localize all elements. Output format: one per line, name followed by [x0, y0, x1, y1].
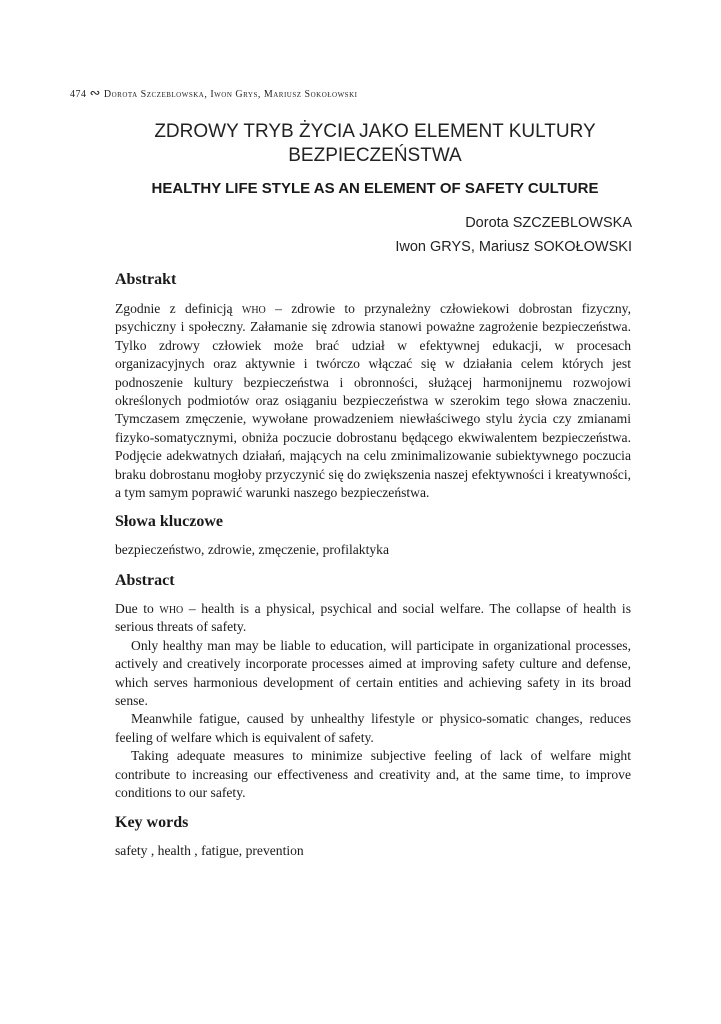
key-words-heading: Key words	[115, 814, 189, 831]
abstract-paragraph-3: Meanwhile fatigue, caused by unhealthy lifestyle or physico-somatic changes, reduces feeling of welfare which is equivalent of safety.	[115, 711, 631, 745]
author-line-1: Dorota SZCZEBLOWSKA	[465, 215, 632, 231]
abstrakt-text: – zdrowie to przynależny człowiekowi dobrostan fizyczny, psychiczny i społeczny. Załamanie się zdrowia stanowi poważne zagrożenie bezpieczeństwa. Tylko zdrowy człowiek może brać udział w efektywnej edukacji, w procesach organizacyjnych oraz aktywnie i twórczo włączać się w działania celem których jest podnoszenie kultury bezpieczeństwa i obronności, służącej harmonijnemu rozwojowi określonych podmiotów oraz osiąganiu bezpieczeństwa w szerokim tego słowa znaczeniu. Tymczasem zmęczenie, wywołane prowadzeniem niewłaściwego stylu życia czy zmianami fizyko-somatycznymi, obniża poczucie dobrostanu będącego ekwiwalentem bezpieczeństwa. Podjęcie adekwatnych działań, mających na celu zminimalizowanie subiektywnego poczucia braku dobrostanu mogłoby przyczynić się do zwiększenia naszej efektywności i kreatywności, a tym samym poprawić warunki naszego bezpieczeństwa.	[115, 301, 631, 501]
running-head	[70, 85, 357, 101]
authors-block	[395, 211, 632, 259]
title-polish	[115, 120, 635, 168]
key-words-text: safety , health , fatigue, prevention	[115, 843, 304, 858]
running-head-authors: Dorota Szczeblowska, Iwon Grys, Mariusz Sokołowski	[103, 89, 358, 100]
abstract-heading: Abstract	[115, 572, 175, 589]
swash-ornament-icon: ∾	[89, 85, 101, 100]
abstract-intro: Due to	[115, 601, 160, 616]
slowa-kluczowe-text: bezpieczeństwo, zdrowie, zmęczenie, profilaktyka	[115, 542, 390, 557]
abstrakt-who: who	[241, 301, 266, 316]
slowa-kluczowe-heading: Słowa kluczowe	[115, 513, 223, 530]
abstract-paragraph-2: Only healthy man may be liable to education, will participate in organizational processes, actively and creatively incorporate processes aimed at improving safety culture and defense, which serves harmonious development of certain entities and achieving safety in its broad sense.	[115, 637, 631, 709]
abstract-who: who	[159, 601, 184, 616]
abstract-body	[115, 600, 631, 802]
title-polish-line-1: ZDROWY TRYB ŻYCIA JAKO ELEMENT KULTURY	[154, 121, 596, 142]
abstract-paragraph-4: Taking adequate measures to minimize subjective feeling of lack of welfare might contribute to increasing our effectiveness and creativity and, at the same time, to improve conditions to our safety.	[115, 748, 631, 801]
author-line-2: Iwon GRYS, Mariusz SOKOŁOWSKI	[395, 239, 632, 255]
title-polish-line-2: BEZPIECZEŃSTWA	[288, 145, 462, 166]
abstrakt-body	[115, 300, 631, 502]
abstract-paragraph-1: – health is a physical, psychical and social welfare. The collapse of health is serious threats of safety.	[115, 601, 631, 635]
page-number: 474	[70, 89, 87, 100]
title-english: HEALTHY LIFE STYLE AS AN ELEMENT OF SAFETY CULTURE	[151, 180, 599, 197]
abstrakt-heading: Abstrakt	[115, 271, 177, 288]
abstrakt-intro: Zgodnie z definicją	[115, 301, 242, 316]
